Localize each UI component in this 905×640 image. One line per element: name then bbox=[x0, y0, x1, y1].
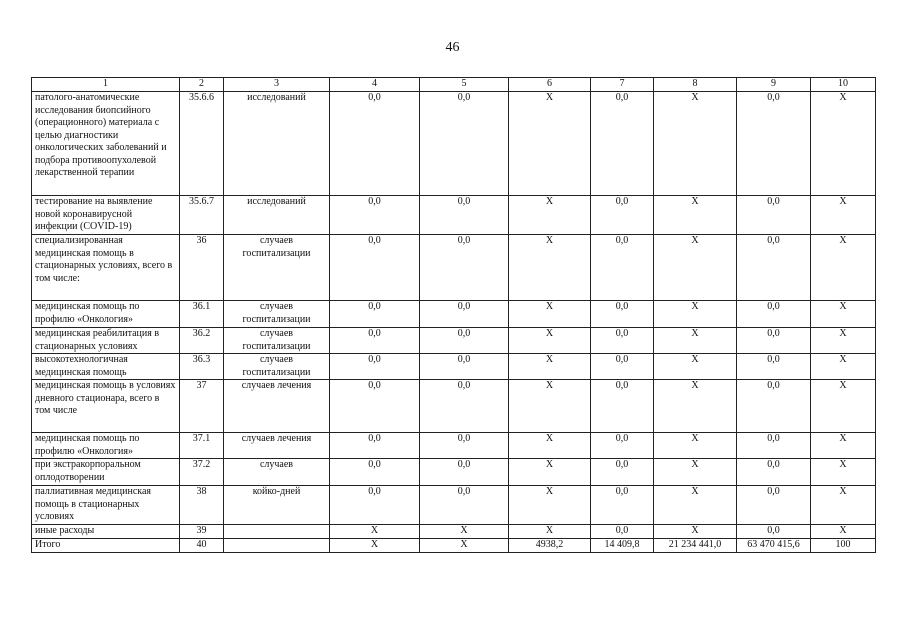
cell-col4: 0,0 bbox=[330, 235, 420, 301]
cell-name: Итого bbox=[32, 539, 180, 553]
cell-col9: 0,0 bbox=[737, 92, 811, 196]
cell-col5: 0,0 bbox=[420, 328, 509, 354]
cell-code: 37 bbox=[180, 380, 224, 433]
cell-col5: Х bbox=[420, 525, 509, 539]
cell-col8: 21 234 441,0 bbox=[654, 539, 737, 553]
cell-code: 36.2 bbox=[180, 328, 224, 354]
cell-col8: Х bbox=[654, 486, 737, 525]
cell-col6: Х bbox=[509, 196, 591, 235]
cell-name: паллиативная медицинская помощь в стационарных условиях bbox=[32, 486, 180, 525]
cell-name: специализированная медицинская помощь в стационарных условиях, всего в том числе: bbox=[32, 235, 180, 301]
cell-col6: Х bbox=[509, 459, 591, 486]
header-cell: 6 bbox=[509, 78, 591, 92]
cell-col5: Х bbox=[420, 539, 509, 553]
cell-unit: исследований bbox=[224, 92, 330, 196]
cell-col9: 0,0 bbox=[737, 525, 811, 539]
cell-col9: 63 470 415,6 bbox=[737, 539, 811, 553]
cell-unit bbox=[224, 539, 330, 553]
cell-col4: Х bbox=[330, 525, 420, 539]
header-cell: 10 bbox=[811, 78, 876, 92]
cell-unit: койко-дней bbox=[224, 486, 330, 525]
cell-code: 37.2 bbox=[180, 459, 224, 486]
cell-col10: Х bbox=[811, 459, 876, 486]
cell-code: 36.1 bbox=[180, 301, 224, 328]
cell-col9: 0,0 bbox=[737, 196, 811, 235]
cell-col4: 0,0 bbox=[330, 380, 420, 433]
cell-col8: Х bbox=[654, 459, 737, 486]
cell-col7: 0,0 bbox=[591, 486, 654, 525]
cell-unit: случаев лечения bbox=[224, 433, 330, 459]
cell-name: патолого-анатомические исследования биопсийного (операционного) материала с целью диагностики онкологических заболеваний и подбора противоопухолевой лекарственной терапии bbox=[32, 92, 180, 196]
header-cell: 3 bbox=[224, 78, 330, 92]
cell-col6: Х bbox=[509, 433, 591, 459]
cell-col8: Х bbox=[654, 92, 737, 196]
cell-unit: случаев госпитализации bbox=[224, 301, 330, 328]
cell-col7: 0,0 bbox=[591, 354, 654, 380]
cell-col9: 0,0 bbox=[737, 380, 811, 433]
cell-col5: 0,0 bbox=[420, 380, 509, 433]
cell-col4: 0,0 bbox=[330, 486, 420, 525]
cell-col8: Х bbox=[654, 235, 737, 301]
cell-col7: 0,0 bbox=[591, 328, 654, 354]
cell-col10: Х bbox=[811, 433, 876, 459]
table-row bbox=[32, 328, 876, 354]
cell-col10: Х bbox=[811, 354, 876, 380]
header-cell: 8 bbox=[654, 78, 737, 92]
page-number: 46 bbox=[445, 40, 460, 55]
cell-name: медицинская помощь в условиях дневного стационара, всего в том числе bbox=[32, 380, 180, 433]
cell-col8: Х bbox=[654, 433, 737, 459]
cell-col6: Х bbox=[509, 235, 591, 301]
cell-col5: 0,0 bbox=[420, 235, 509, 301]
cell-code: 40 bbox=[180, 539, 224, 553]
cell-col7: 0,0 bbox=[591, 196, 654, 235]
cell-col8: Х bbox=[654, 301, 737, 328]
cell-code: 35.6.7 bbox=[180, 196, 224, 235]
table-row bbox=[32, 525, 876, 539]
table-row bbox=[32, 433, 876, 459]
header-cell: 2 bbox=[180, 78, 224, 92]
table-row bbox=[32, 235, 876, 301]
cell-col8: Х bbox=[654, 380, 737, 433]
cell-col10: Х bbox=[811, 235, 876, 301]
header-cell: 7 bbox=[591, 78, 654, 92]
cell-col6: Х bbox=[509, 92, 591, 196]
table-row bbox=[32, 486, 876, 525]
cell-unit: исследований bbox=[224, 196, 330, 235]
cell-col9: 0,0 bbox=[737, 235, 811, 301]
cell-col10: Х bbox=[811, 525, 876, 539]
cell-col9: 0,0 bbox=[737, 301, 811, 328]
table-body bbox=[32, 92, 876, 553]
cell-col5: 0,0 bbox=[420, 459, 509, 486]
table-row bbox=[32, 301, 876, 328]
cell-col6: Х bbox=[509, 301, 591, 328]
cell-col9: 0,0 bbox=[737, 354, 811, 380]
cell-col4: 0,0 bbox=[330, 328, 420, 354]
cell-col7: 0,0 bbox=[591, 380, 654, 433]
cell-name: медицинская помощь по профилю «Онкология» bbox=[32, 301, 180, 328]
cell-col10: Х bbox=[811, 486, 876, 525]
cell-col5: 0,0 bbox=[420, 486, 509, 525]
cell-code: 37.1 bbox=[180, 433, 224, 459]
cell-col7: 0,0 bbox=[591, 92, 654, 196]
header-cell: 4 bbox=[330, 78, 420, 92]
cell-col6: Х bbox=[509, 525, 591, 539]
cell-col5: 0,0 bbox=[420, 301, 509, 328]
cell-col9: 0,0 bbox=[737, 459, 811, 486]
cell-col7: 0,0 bbox=[591, 235, 654, 301]
cell-col8: Х bbox=[654, 328, 737, 354]
cell-col5: 0,0 bbox=[420, 92, 509, 196]
table-row bbox=[32, 380, 876, 433]
table-row bbox=[32, 196, 876, 235]
cell-unit: случаев госпитализации bbox=[224, 328, 330, 354]
cell-unit: случаев лечения bbox=[224, 380, 330, 433]
cell-col7: 0,0 bbox=[591, 433, 654, 459]
table-row bbox=[32, 354, 876, 380]
cell-name: иные расходы bbox=[32, 525, 180, 539]
cell-col4: Х bbox=[330, 539, 420, 553]
header-cell: 1 bbox=[32, 78, 180, 92]
cell-unit: случаев bbox=[224, 459, 330, 486]
cell-col9: 0,0 bbox=[737, 433, 811, 459]
cell-col6: 4938,2 bbox=[509, 539, 591, 553]
cell-col9: 0,0 bbox=[737, 328, 811, 354]
cell-col4: 0,0 bbox=[330, 301, 420, 328]
cell-code: 39 bbox=[180, 525, 224, 539]
header-cell: 5 bbox=[420, 78, 509, 92]
cell-col7: 0,0 bbox=[591, 459, 654, 486]
cell-col8: Х bbox=[654, 196, 737, 235]
cell-name: тестирование на выявление новой коронавирусной инфекции (COVID-19) bbox=[32, 196, 180, 235]
cell-col6: Х bbox=[509, 354, 591, 380]
cell-name: медицинская помощь по профилю «Онкология» bbox=[32, 433, 180, 459]
cell-col5: 0,0 bbox=[420, 433, 509, 459]
cell-col5: 0,0 bbox=[420, 196, 509, 235]
cell-name: высокотехнологичная медицинская помощь bbox=[32, 354, 180, 380]
cell-unit bbox=[224, 525, 330, 539]
cell-col9: 0,0 bbox=[737, 486, 811, 525]
cell-unit: случаев госпитализации bbox=[224, 235, 330, 301]
cell-col8: Х bbox=[654, 525, 737, 539]
cell-col5: 0,0 bbox=[420, 354, 509, 380]
cell-col4: 0,0 bbox=[330, 354, 420, 380]
table-header-row bbox=[32, 78, 876, 92]
cell-col4: 0,0 bbox=[330, 459, 420, 486]
cell-unit: случаев госпитализации bbox=[224, 354, 330, 380]
cell-col6: Х bbox=[509, 328, 591, 354]
cell-code: 36.3 bbox=[180, 354, 224, 380]
cell-col8: Х bbox=[654, 354, 737, 380]
data-table bbox=[31, 77, 876, 553]
table-row bbox=[32, 459, 876, 486]
cell-name: медицинская реабилитация в стационарных условиях bbox=[32, 328, 180, 354]
cell-col10: Х bbox=[811, 380, 876, 433]
header-cell: 9 bbox=[737, 78, 811, 92]
cell-col7: 0,0 bbox=[591, 525, 654, 539]
cell-col4: 0,0 bbox=[330, 196, 420, 235]
cell-col4: 0,0 bbox=[330, 433, 420, 459]
cell-col10: Х bbox=[811, 92, 876, 196]
cell-col10: Х bbox=[811, 301, 876, 328]
table-row bbox=[32, 92, 876, 196]
cell-col7: 0,0 bbox=[591, 301, 654, 328]
cell-col10: 100 bbox=[811, 539, 876, 553]
cell-name: при экстракорпоральном оплодотворении bbox=[32, 459, 180, 486]
cell-code: 36 bbox=[180, 235, 224, 301]
cell-col10: Х bbox=[811, 196, 876, 235]
cell-code: 35.6.6 bbox=[180, 92, 224, 196]
cell-col6: Х bbox=[509, 380, 591, 433]
cell-col6: Х bbox=[509, 486, 591, 525]
cell-col4: 0,0 bbox=[330, 92, 420, 196]
table-row bbox=[32, 539, 876, 553]
cell-col10: Х bbox=[811, 328, 876, 354]
cell-col7: 14 409,8 bbox=[591, 539, 654, 553]
cell-code: 38 bbox=[180, 486, 224, 525]
